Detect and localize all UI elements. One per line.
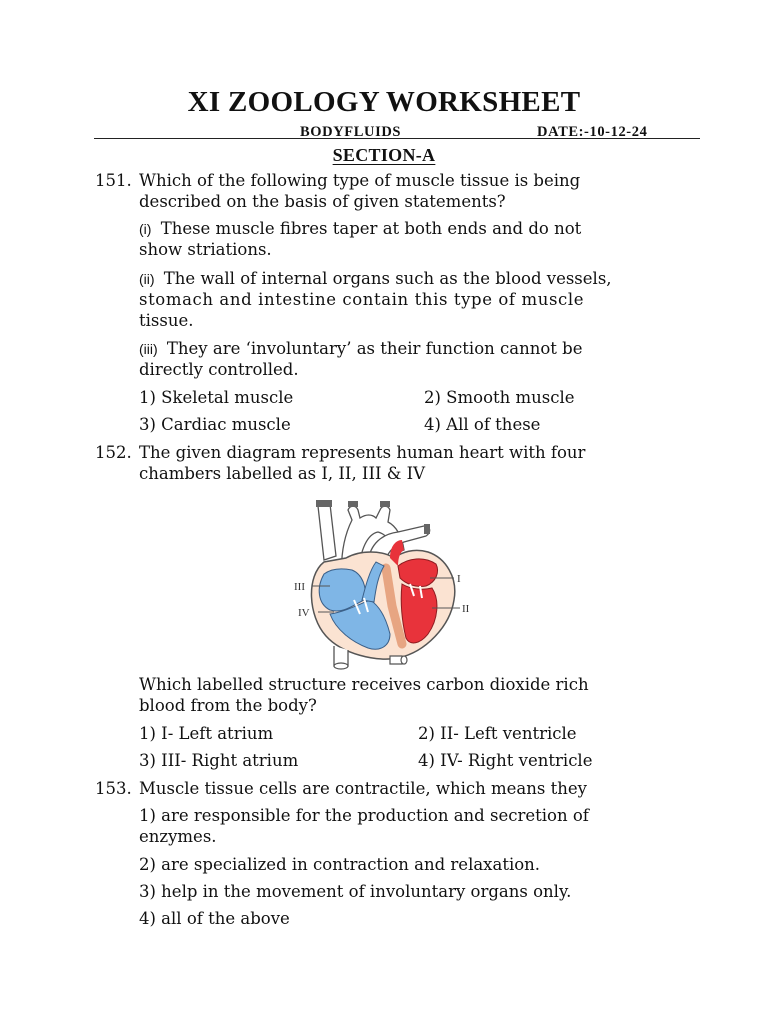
q151-statement-2-cont1: stomach and intestine contain this type of muscle [139,290,585,309]
q151-number: 151. [95,171,132,190]
svc-cap [316,500,332,507]
statement-3-numeral: (iii) [139,341,158,357]
q152-option-4[interactable]: 4) IV- Right ventricle [418,751,593,770]
statement-2-text: The wall of internal organs such as the blood vessels, [163,269,612,288]
statement-1-text: These muscle fibres taper at both ends and do not [160,219,582,238]
q151-statement-3 [139,338,582,361]
worksheet-title: XI ZOOLOGY WORKSHEET [187,86,581,118]
q151-statement-1-cont: show striations. [139,240,272,259]
q153-stem: Muscle tissue cells are contractile, which means they [139,779,587,798]
section-heading-text: SECTION-A [332,145,436,165]
heart-diagram [290,496,486,672]
aorta-cap-right [380,501,390,507]
q152-question-line2: blood from the body? [139,696,317,715]
label-II: II [462,603,470,615]
aorta-cap-left [348,501,358,507]
statement-2-numeral: (ii) [139,271,155,287]
statement-3-text: They are ‘involuntary’ as their function cannot be [166,339,583,358]
label-III: III [294,581,305,593]
q152-number: 152. [95,443,132,462]
section-heading [0,145,768,166]
date-label: DATE:-10-12-24 [537,124,648,140]
q152-question-line1: Which labelled structure receives carbon dioxide rich [139,675,589,694]
q151-option-3[interactable]: 3) Cardiac muscle [139,415,291,434]
label-IV: IV [298,607,310,619]
descending-aorta-opening [401,656,407,664]
pulmonary-cap [424,524,430,534]
q153-option-1-cont[interactable]: enzymes. [139,827,217,846]
descending-aorta [390,656,402,664]
q151-statement-2-cont2: tissue. [139,311,194,330]
q151-stem-line1: Which of the following type of muscle tissue is being [139,171,581,190]
q151-statement-2 [139,268,612,291]
q153-option-4[interactable]: 4) all of the above [139,909,290,928]
label-I: I [457,573,461,585]
q152-stem-line1: The given diagram represents human heart with four [139,443,586,462]
q151-option-1[interactable]: 1) Skeletal muscle [139,388,294,407]
statement-1-numeral: (i) [139,221,152,237]
q153-number: 153. [95,779,132,798]
q151-stem-line2: described on the basis of given statements? [139,192,506,211]
q153-option-1[interactable]: 1) are responsible for the production and secretion of [139,806,589,825]
subject-label: BODYFLUIDS [300,124,402,140]
q153-option-2[interactable]: 2) are specialized in contraction and relaxation. [139,855,541,874]
q152-option-1[interactable]: 1) I- Left atrium [139,724,274,743]
q152-option-2[interactable]: 2) II- Left ventricle [418,724,577,743]
q152-stem-line2: chambers labelled as I, II, III & IV [139,464,426,483]
q151-option-4[interactable]: 4) All of these [424,415,541,434]
q153-option-3[interactable]: 3) help in the movement of involuntary organs only. [139,882,572,901]
q151-statement-3-cont: directly controlled. [139,360,299,379]
superior-vena-cava-outline [318,504,336,560]
q151-statement-1 [139,218,581,241]
ivc-opening [334,663,348,669]
q151-option-2[interactable]: 2) Smooth muscle [424,388,575,407]
q152-option-3[interactable]: 3) III- Right atrium [139,751,299,770]
